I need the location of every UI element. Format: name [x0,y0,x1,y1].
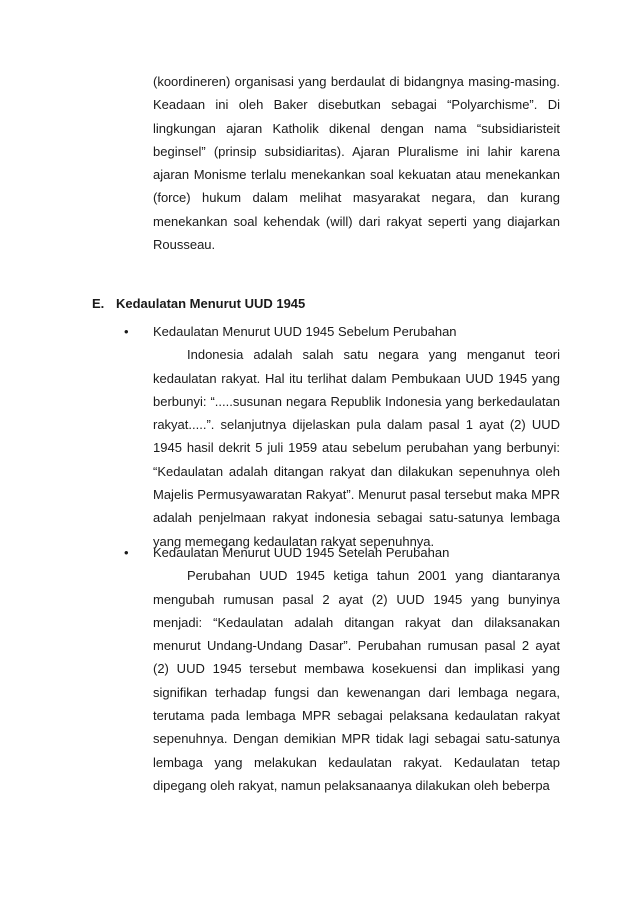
bullet-title: Kedaulatan Menurut UUD 1945 Setelah Perubahan [153,545,450,560]
bullet-body: Perubahan UUD 1945 ketiga tahun 2001 yang diantaranya mengubah rumusan pasal 2 ayat (2) UUD 1945 yang bunyinya menjadi: “Kedaulatan adalah ditangan rakyat dan dilaksanakan menurut Undang-Undang Dasar”. Perubahan rumusan pasal 2 ayat (2) UUD 1945 tersebut membawa kosekuensi dan implikasi yang signifikan terhadap fungsi dan kewenangan dari lembaga negara, terutama pada lembaga MPR sebagai pelaksana kedaulatan rakyat sepenuhnya. Dengan demikian MPR tidak lagi sebagai satu-satunya lembaga yang melakukan kedaulatan rakyat. Kedaulatan tetap dipegang oleh rakyat, namun pelaksanaanya dilakukan oleh beberpa [153,568,560,793]
section-letter: E. [92,296,105,311]
section-heading [92,292,305,315]
bullet-icon: • [124,545,129,560]
bullet-icon: • [124,324,129,339]
bullet-item-after-amendment [124,541,560,797]
bullet-title: Kedaulatan Menurut UUD 1945 Sebelum Perubahan [153,324,457,339]
bullet-body: Indonesia adalah salah satu negara yang menganut teori kedaulatan rakyat. Hal itu terlihat dalam Pembukaan UUD 1945 yang berbunyi: “.....susunan negara Republik Indonesia yang berkedaulatan rakyat.....”. selanjutnya dijelaskan pula dalam pasal 1 ayat (2) UUD 1945 hasil dekrit 5 juli 1959 atau sebelum perubahan yang berbunyi: “Kedaulatan adalah ditangan rakyat dan dilakukan sepenuhnya oleh Majelis Permusyawaratan Rakyat”. Menurut pasal tersebut maka MPR adalah penjelmaan rakyat indonesia sebagai satu-satunya lembaga yang memegang kedaulatan rakyat sepenuhnya. [153,347,560,549]
section-title: Kedaulatan Menurut UUD 1945 [116,296,306,311]
bullet-item-before-amendment [124,320,560,553]
intro-paragraph: (koordineren) organisasi yang berdaulat di bidangnya masing-masing. Keadaan ini oleh Baker disebutkan sebagai “Polyarchisme”. Di lingkungan ajaran Katholik dikenal dengan nama “subsidiaristeit beginsel” (prinsip subsidiaritas). Ajaran Pluralisme ini lahir karena ajaran Monisme terlalu menekankan soal kekuatan atau menekankan (force) hukum dalam melihat masyarakat negara, dan kurang menekankan soal kehendak (will) dari rakyat seperti yang diajarkan Rousseau. [153,74,560,253]
